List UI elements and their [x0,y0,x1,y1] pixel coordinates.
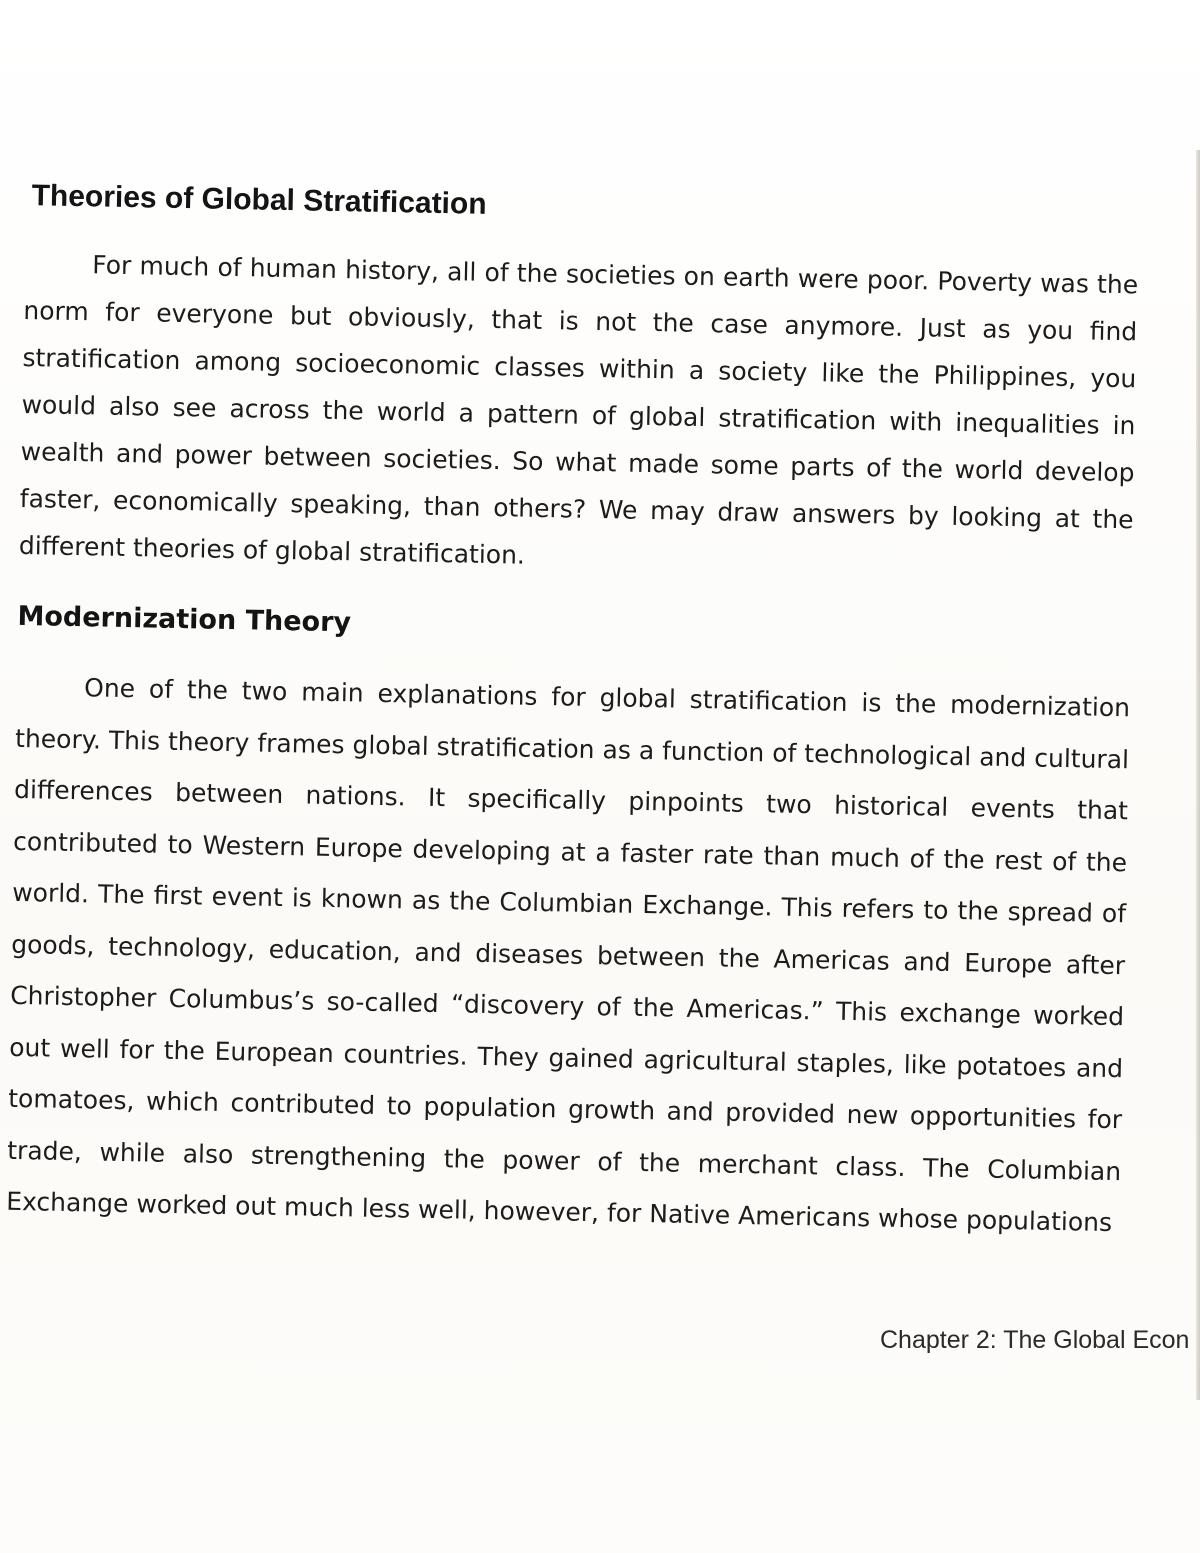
modernization-paragraph: One of the two main explanations for global stratification is the modernization theory. This theory frames global stratification as a function of technological and cultural differences between nations. It specifically pinpoints two historical events that contributed to Western Europe developing at a faster rate than much of the rest of the world. The first event is known as the Columbian Exchange. This refers to the spread of goods, technology, education, and diseases between the Americas and Europe after Christopher Columbus’s so-called “discovery of the Americas.” This exchange worked out well for the European countries. They gained agricultural staples, like potatoes and tomatoes, which contributed to population growth and provided new opportunities for trade, while also strengthening the power of the merchant class. The Columbian Exchange worked out much less well, however, for Native Americans whose populations [6,673,1131,1238]
intro-paragraph: For much of human history, all of the societies on earth were poor. Poverty was the norm for everyone but obviously, that is not the case anymore. Just as you find stratification among socioeconomic classes within a society like the Philippines, you would also see across the world a pattern of global stratification with inequalities in wealth and power between societies. So what made some parts of the world develop faster, economically speaking, than others? We may draw answers by looking at the different theories of global stratification. [18,250,1139,570]
page-footer: Chapter 2: The Global Econ [880,1326,1190,1354]
section-title: Theories of Global Stratification [31,179,487,221]
page-edge-shadow [1196,150,1200,1400]
text-body [6,176,1140,1249]
subsection-title: Modernization Theory [17,600,352,639]
